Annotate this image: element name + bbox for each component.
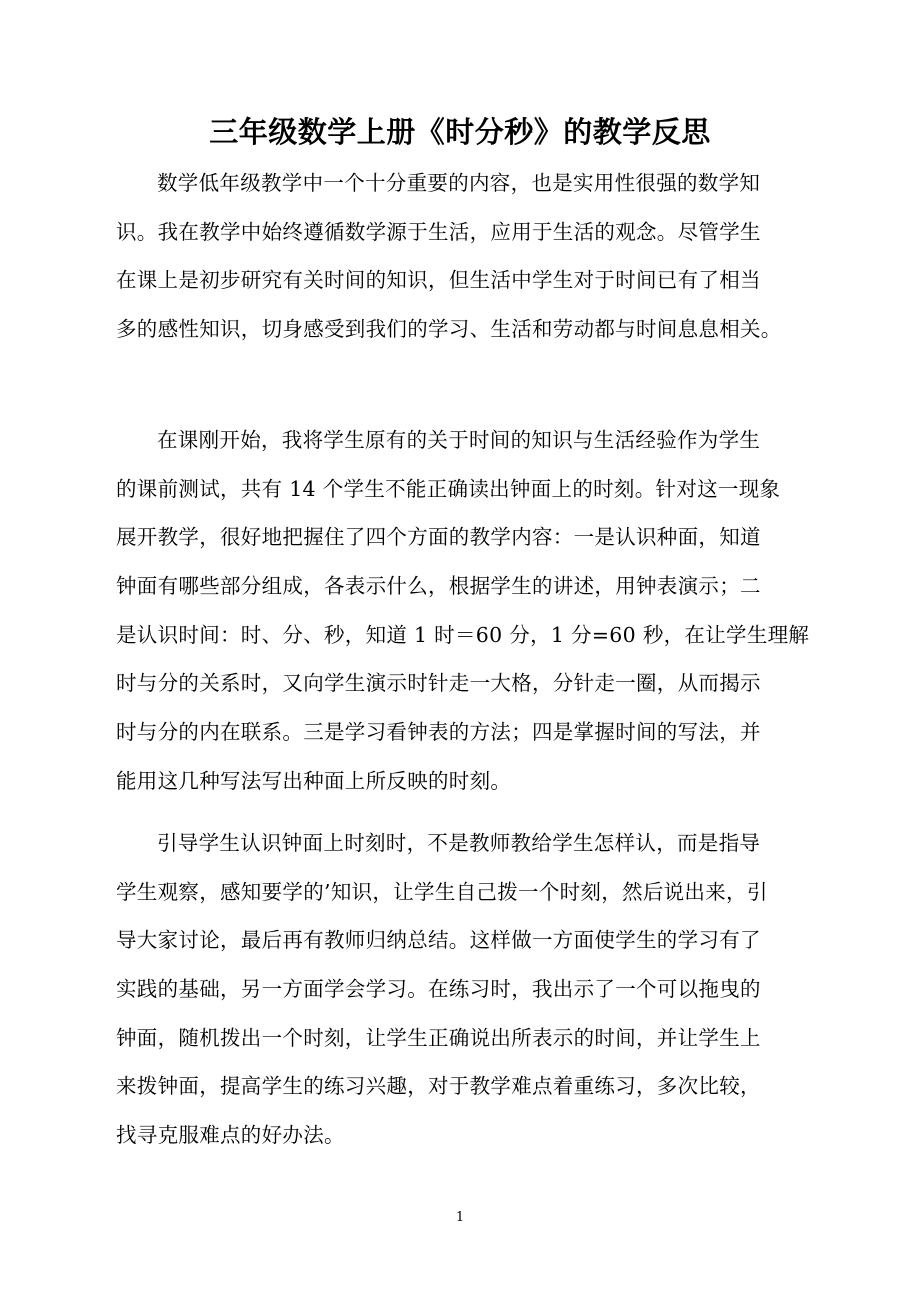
paragraph-line: 引导学生认识钟面上时刻时，不是教师教给学生怎样认，而是指导 bbox=[157, 831, 761, 855]
paragraph-line: 多的感性知识，切身感受到我们的学习、生活和劳动都与时间息息相关。 bbox=[116, 317, 782, 342]
paragraph-line: 来拨钟面，提高学生的练习兴趣，对于教学难点着重练习，多次比较， bbox=[116, 1074, 761, 1099]
paragraph-3 bbox=[116, 819, 768, 1160]
paragraph-line: 时与分的关系时，又向学生演示时针走一大格，分针走一圈，从而揭示 bbox=[116, 671, 761, 696]
paragraph-line: 的课前测试，共有 14 个学生不能正确读出钟面上的时刻。针对这一现象 bbox=[116, 476, 781, 501]
paragraph-line: 展开教学，很好地把握住了四个方面的教学内容：一是认识种面，知道 bbox=[116, 525, 761, 550]
paragraph-line: 在课上是初步研究有关时间的知识，但生活中学生对于时间已有了相当 bbox=[116, 268, 761, 293]
paragraph-1 bbox=[116, 159, 782, 354]
paragraph-line: 是认识时间：时、分、秒，知道 1 时＝60 分，1 分=60 秒，在让学生理解 bbox=[116, 622, 810, 647]
paragraph-line: 找寻克服难点的好办法。 bbox=[116, 1123, 345, 1148]
paragraph-line: 时与分的内在联系。三是学习看钟表的方法；四是掌握时间的写法，并 bbox=[116, 720, 761, 745]
paragraph-line: 学生观察，感知要学的’知识，让学生自己拨一个时刻，然后说出来，引 bbox=[116, 879, 768, 904]
paragraph-line: 钟面，随机拨出一个时刻，让学生正确说出所表示的时间，并让学生上 bbox=[116, 1025, 761, 1050]
document-title: 三年级数学上册《时分秒》的教学反思 bbox=[209, 115, 711, 149]
paragraph-line: 数学低年级教学中一个十分重要的内容，也是实用性很强的数学知 bbox=[157, 171, 761, 195]
page-number: 1 bbox=[455, 1210, 465, 1225]
paragraph-line: 实践的基础，另一方面学会学习。在练习时，我出示了一个可以拖曳的 bbox=[116, 977, 761, 1002]
paragraph-line: 钟面有哪些部分组成，各表示什么，根据学生的讲述，用钟表演示；二 bbox=[116, 574, 761, 599]
paragraph-line: 识。我在教学中始终遵循数学源于生活，应用于生活的观念。尽管学生 bbox=[116, 219, 761, 244]
paragraph-line: 在课刚开始，我将学生原有的关于时间的知识与生活经验作为学生 bbox=[157, 428, 761, 452]
paragraph-2 bbox=[116, 416, 809, 806]
paragraph-line: 导大家讨论，最后再有教师归纳总结。这样做一方面使学生的学习有了 bbox=[116, 928, 761, 953]
paragraph-line: 能用这几种写法写出种面上所反映的时刻。 bbox=[116, 768, 512, 793]
